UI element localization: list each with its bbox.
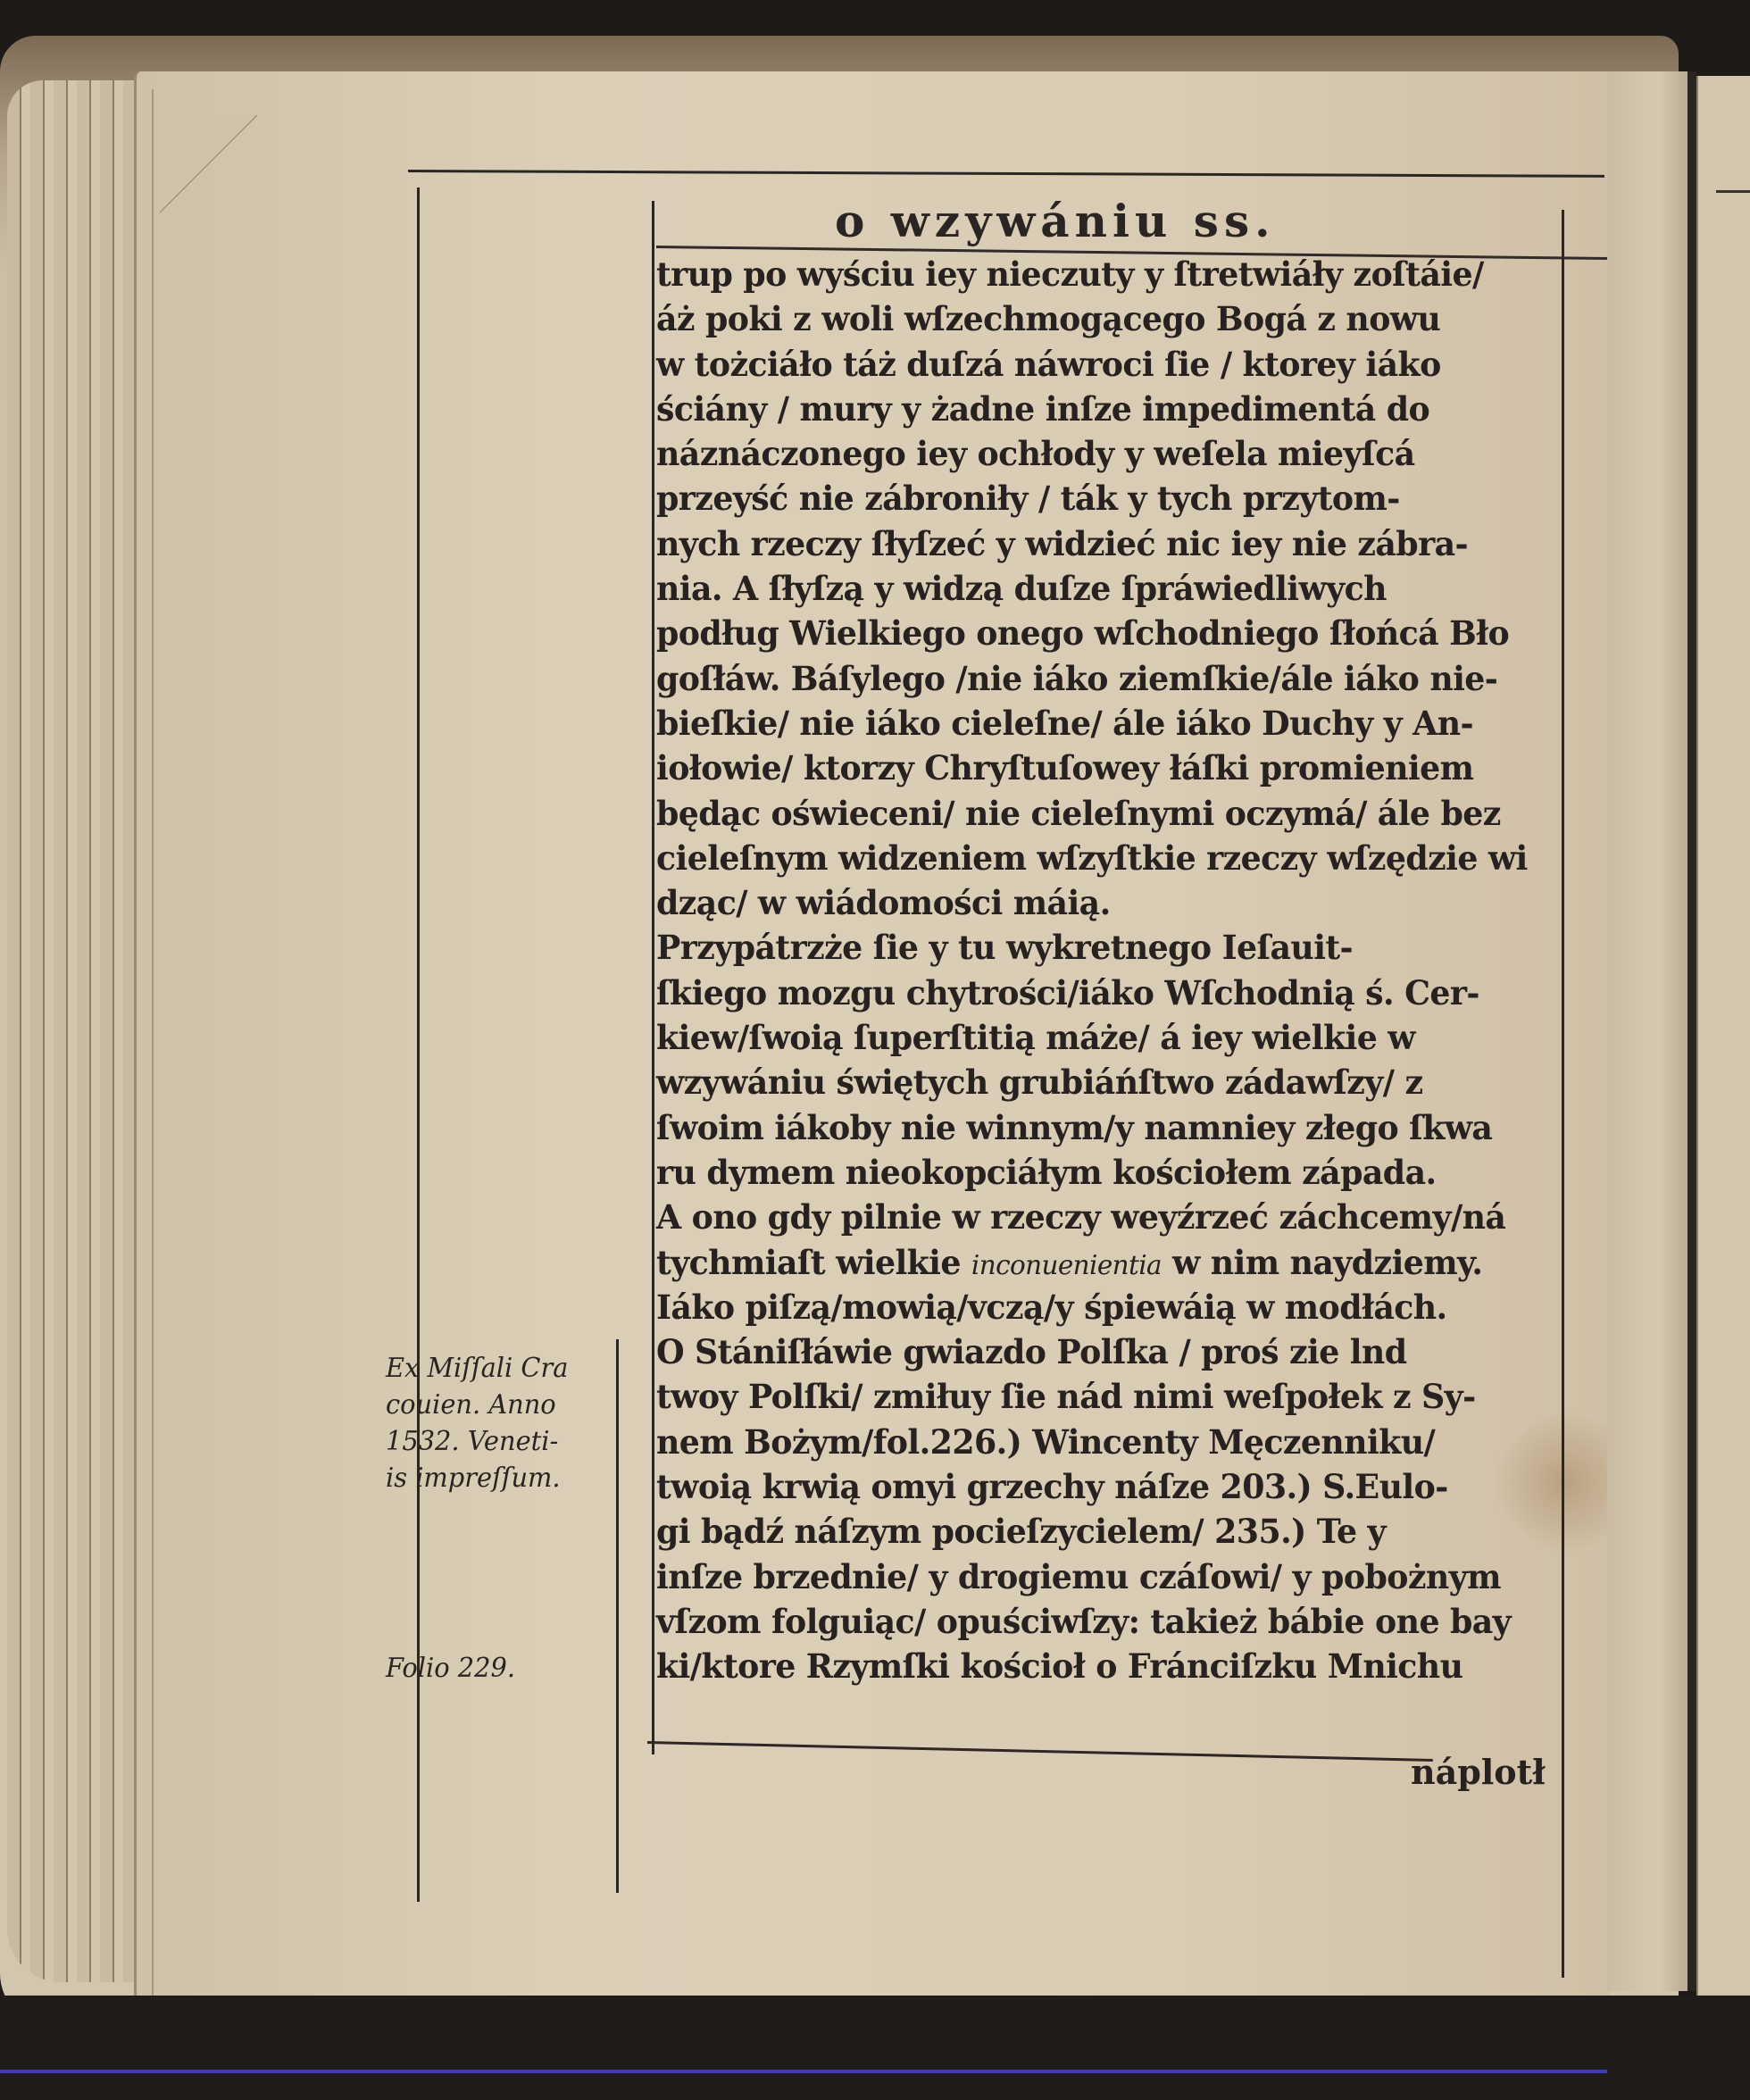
book-page-edges <box>7 80 141 1982</box>
running-head: o wzywániu ss. <box>835 195 1276 247</box>
text-line: ściány / mury y żadne inſze impedimentá do <box>656 388 1430 429</box>
margin-note-line: 1532. Veneti- <box>386 1426 559 1457</box>
text-line: będąc oświeceni/ nie cieleſnymi oczymá/ ále bez <box>656 793 1501 833</box>
margin-note-line: Ex Miſſali Cra <box>386 1353 569 1384</box>
frame-rule-text-left <box>652 201 654 1754</box>
body-text <box>656 252 1576 1689</box>
text-line: przeyść nie zábroniły / ták y tych przytom- <box>656 479 1400 519</box>
text-line: A ono gdy pilnie w rzeczy weyźrzeć záchcemy/ná <box>656 1197 1506 1238</box>
frame-rule-margin-left <box>417 188 420 1902</box>
gutter-shadow <box>1688 71 1696 1991</box>
text-line: dząc/ w wiádomości máią. <box>656 883 1111 923</box>
margin-note-missal <box>386 1350 618 1496</box>
text-line: nem Bożym/fol.226.) Wincenty Męczenniku/ <box>656 1421 1436 1462</box>
margin-note-line: couien. Anno <box>386 1389 556 1421</box>
text-line: inſze brzednie/ y drogiemu czáſowi/ y pobożnym <box>656 1556 1501 1596</box>
text-line: ſkiego mozgu chytrości/iáko Wſchodnią ś. Cer- <box>656 972 1479 1012</box>
table-background <box>0 1996 1750 2100</box>
margin-note-folio <box>386 1650 618 1687</box>
text-line: ki/ktore Rzymſki kościoł o Fránciſzku Mnichu <box>656 1646 1463 1687</box>
text-line: podług Wielkiego onego wſchodniego ſłońcá Bło <box>656 613 1510 654</box>
text-line: ru dymem nieokopciáłym kościołem západa. <box>656 1152 1437 1192</box>
margin-note-line: is impreſſum. <box>386 1462 561 1494</box>
text-line: twoią krwią omyi grzechy náſze 203.) S.Eulo- <box>656 1467 1448 1507</box>
text-line: náznáczonego iey ochłody y weſela mieyſcá <box>656 434 1415 474</box>
cloth-edge <box>0 2070 1607 2073</box>
text-line: iołowie/ ktorzy Chryſtuſowey łáſki promieniem <box>656 748 1474 788</box>
text-line: twoy Polſki/ zmiłuy ſie nád nimi weſpołek z Sy- <box>656 1377 1476 1417</box>
margin-note-line: Folio 229. <box>386 1653 516 1684</box>
text-line: w tożciáło táż duſzá náwroci ſie / ktorey iáko <box>656 344 1441 384</box>
text-line: tychmiaſt wielkie inconuenientia w nim naydziemy. <box>656 1242 1483 1282</box>
facing-page-rule <box>1716 190 1750 193</box>
text-line: áż poki z woli wſzechmogącego Bogá z nowu <box>656 299 1441 339</box>
text-line: trup po wyściu iey nieczuty y ſtretwiáły zoſtáie/ <box>656 254 1484 294</box>
text-line: O Stániſłáwie gwiazdo Polſka / proś zie lnd <box>656 1332 1407 1372</box>
text-line: gi bądź náſzym pocieſzycielem/ 235.) Te y <box>656 1512 1387 1552</box>
text-line: vſzom folguiąc/ opuściwſzy: takież bábie one bay <box>656 1601 1512 1641</box>
text-line: nia. A ſłyſzą y widzą duſze ſpráwiedliwych <box>656 569 1387 609</box>
catchword: náplotł <box>1411 1752 1546 1792</box>
latin-phrase: inconuenientia <box>971 1249 1162 1281</box>
text-line: wzywániu świętych grubiáńſtwo zádawſzy/ z <box>656 1062 1423 1103</box>
folded-corner <box>159 114 257 212</box>
text-line: goſłáw. Báſylego /nie iáko ziemſkie/ále iáko nie- <box>656 658 1498 698</box>
text-line: Przypátrzże ſie y tu wykretnego Ieſauit- <box>656 928 1354 968</box>
text-line: kiew/ſwoią ſuperſtitią máże/ á iey wielkie w <box>656 1018 1415 1058</box>
book-gutter <box>1607 71 1692 1991</box>
text-line: cieleſnym widzeniem wſzyſtkie rzeczy wſzędzie wi <box>656 838 1528 878</box>
text-line: nych rzeczy ſłyſzeć y widzieć nic iey nie zábra- <box>656 523 1468 563</box>
text-line: bieſkie/ nie iáko cieleſne/ ále iáko Duchy y An- <box>656 703 1474 743</box>
text-line: Iáko piſzą/mowią/vczą/y śpiewáią w modłách. <box>656 1287 1447 1327</box>
text-line: ſwoim iákoby nie winnym/y namniey złego ſkwa <box>656 1107 1493 1147</box>
facing-page-edge <box>1696 76 1750 1996</box>
